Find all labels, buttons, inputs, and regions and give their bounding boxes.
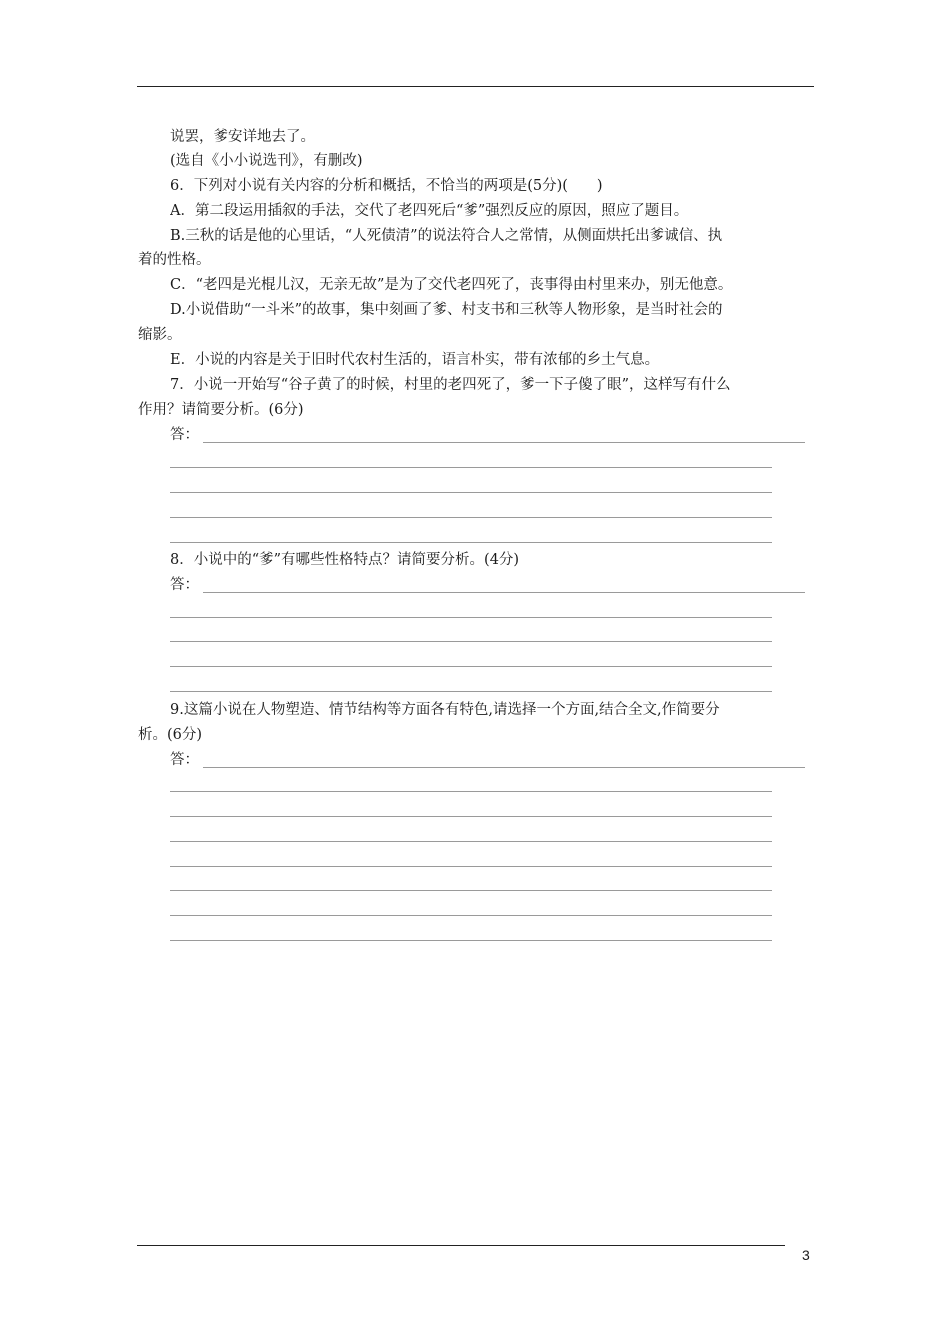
question-7-answer-line[interactable] bbox=[170, 542, 772, 543]
question-7-answer-line[interactable] bbox=[170, 467, 772, 468]
question-6-option-d-continued: 缩影。 bbox=[138, 327, 182, 343]
question-9-answer-line[interactable] bbox=[170, 866, 772, 867]
question-8-answer-line[interactable] bbox=[203, 592, 805, 593]
header-rule bbox=[137, 86, 814, 87]
question-8-answer-line[interactable] bbox=[170, 617, 772, 618]
question-6-stem: 6．下列对小说有关内容的分析和概括，不恰当的两项是(5分)( ) bbox=[170, 178, 603, 194]
question-9-answer-line[interactable] bbox=[170, 890, 772, 891]
question-6-option-c: C．“老四是光棍儿汉，无亲无故”是为了交代老四死了，丧事得由村里来办，别无他意。 bbox=[170, 277, 733, 293]
question-9-answer-line[interactable] bbox=[170, 915, 772, 916]
question-6-option-a: A．第二段运用插叙的手法，交代了老四死后“爹”强烈反应的原因，照应了题目。 bbox=[170, 203, 689, 219]
story-source: (选自《小小说选刊》，有删改) bbox=[170, 153, 363, 169]
question-9-answer-line[interactable] bbox=[170, 791, 772, 792]
page-number: 3 bbox=[802, 1247, 810, 1263]
question-7-stem-continued: 作用？请简要分析。(6分) bbox=[138, 402, 304, 418]
question-9-stem-continued: 析。(6分) bbox=[138, 727, 203, 743]
question-7-answer-line[interactable] bbox=[203, 442, 805, 443]
question-9-stem: 9.这篇小说在人物塑造、情节结构等方面各有特色,请选择一个方面,结合全文,作简要分 bbox=[170, 702, 720, 718]
question-7-answer-line[interactable] bbox=[170, 517, 772, 518]
question-8-stem: 8．小说中的“爹”有哪些性格特点？请简要分析。(4分) bbox=[170, 552, 520, 568]
question-6-option-e: E．小说的内容是关于旧时代农村生活的，语言朴实，带有浓郁的乡土气息。 bbox=[170, 352, 660, 368]
question-7-answer-line[interactable] bbox=[170, 492, 772, 493]
question-6-option-b: B.三秋的话是他的心里话，“人死债清”的说法符合人之常情，从侧面烘托出爹诚信、执 bbox=[170, 228, 723, 244]
question-9-answer-line[interactable] bbox=[170, 940, 772, 941]
question-9-answer-line[interactable] bbox=[203, 767, 805, 768]
question-6-option-b-continued: 着的性格。 bbox=[138, 252, 211, 268]
question-8-answer-line[interactable] bbox=[170, 666, 772, 667]
question-8-answer-label: 答： bbox=[170, 577, 199, 593]
question-7-answer-label: 答： bbox=[170, 427, 199, 443]
story-closing-line: 说罢，爹安详地去了。 bbox=[170, 129, 315, 145]
question-7-stem: 7．小说一开始写“谷子黄了的时候，村里的老四死了，爹一下子傻了眼”，这样写有什么 bbox=[170, 377, 731, 393]
question-9-answer-label: 答： bbox=[170, 752, 199, 768]
question-9-answer-line[interactable] bbox=[170, 841, 772, 842]
question-6-option-d: D.小说借助“一斗米”的故事，集中刻画了爹、村支书和三秋等人物形象，是当时社会的 bbox=[170, 302, 723, 318]
question-8-answer-line[interactable] bbox=[170, 641, 772, 642]
footer-rule bbox=[137, 1245, 785, 1246]
question-8-answer-line[interactable] bbox=[170, 691, 772, 692]
question-9-answer-line[interactable] bbox=[170, 816, 772, 817]
